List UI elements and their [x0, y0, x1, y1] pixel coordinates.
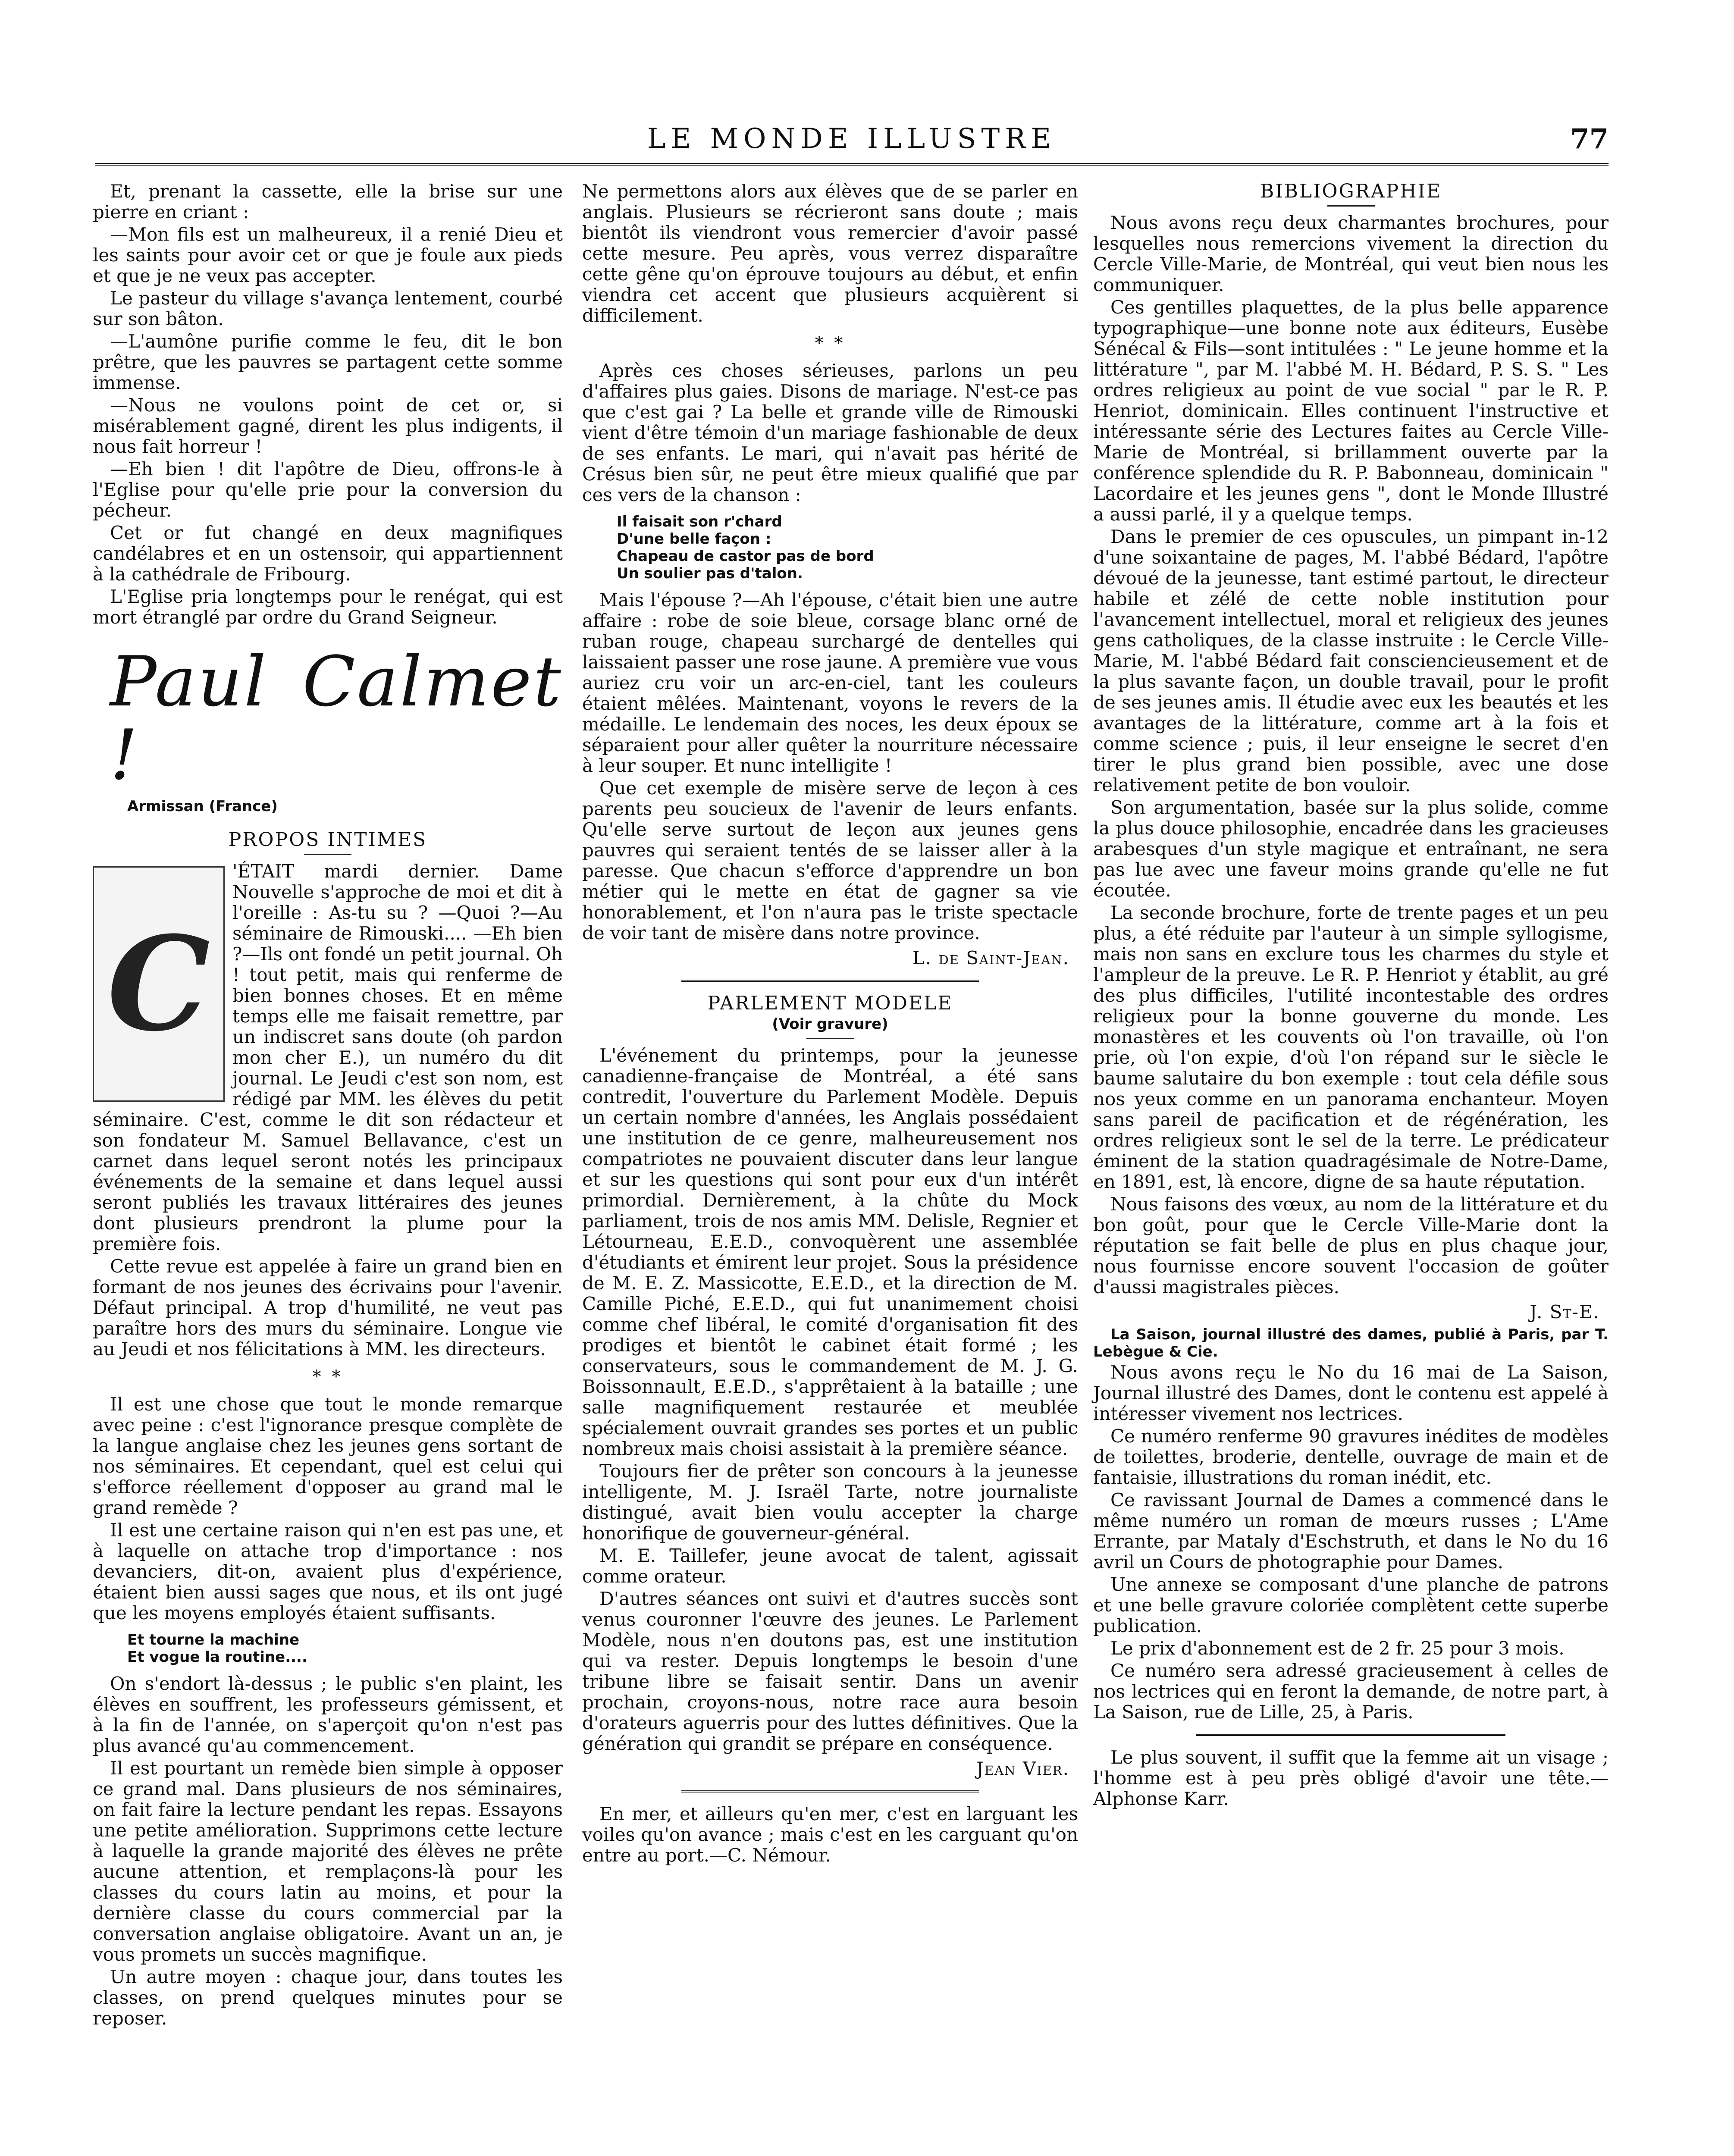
paragraph: —Mon fils est un malheureux, il a renié Dieu et les saints pour avoir cet or que je foule aux pieds et que je ne veux pas accepter.	[93, 224, 563, 286]
paragraph: L'événement du printemps, pour la jeunesse canadienne-française de Montréal, a été sans contredit, l'ouverture du Parlement Modèle. Depuis un certain nombre d'années, les Anglais possédaient une institution de ce genre, malheureusement nos compatriotes ne pouvaient discuter dans leur langue et sur les questions qui sont pour eux d'un intérêt primordial. Dernièrement, à la chûte du Mock parliament, trois de nos amis MM. Delisle, Regnier et Létourneau, E.E.D., convoquèrent une assemblée d'étudiants et émirent leur projet. Sous la présidence de M. E. Z. Massicotte, E.E.D., et la direction de M. Camille Piché, E.E.D., qui fut unanimement choisi comme chef libéral, le comité d'organisation fit des prodiges et bientôt le cabinet était formé ; les conservateurs, sous le commandement de M. J. G. Boissonnault, E.E.D., s'apprêtaient à la bataille ; une salle magnifiquement restaurée et meublée spécialement ouvrait grandes ses portes et un public nombreux mais choisi assistait à la première séance.	[582, 1045, 1078, 1459]
paragraph: Ce numéro sera adressé gracieusement à celles de nos lectrices qui en feront la demande, de notre part, à La Saison, rue de Lille, 25, à Paris.	[1093, 1660, 1609, 1723]
paragraph: D'autres séances ont suivi et d'autres succès sont venus couronner l'œuvre des jeunes. Le Parlement Modèle, nous n'en doutons pas, est une institution qui va rester. Depuis longtemps le besoin d'une tribune libre se faisait sentir. Dans un avenir prochain, croyons-nous, notre race aura besoin d'orateurs aguerris pour des luttes définitives. Que la génération qui grandit se prépare en conséquence.	[582, 1588, 1078, 1754]
section-separator	[1196, 1734, 1505, 1736]
paragraph: Le pasteur du village s'avança lentement, courbé sur son bâton.	[93, 288, 563, 329]
paragraph: Le prix d'abonnement est de 2 fr. 25 pour 3 mois.	[1110, 1638, 1565, 1659]
author-signature: L. de Saint-Jean.	[912, 947, 1069, 968]
verse-line: Et vogue la routine....	[127, 1648, 307, 1666]
heading-rule	[304, 854, 351, 855]
masthead	[95, 123, 1609, 162]
column-3	[1093, 181, 1609, 1811]
section-heading-bibliographie: BIBLIOGRAPHIE	[1260, 180, 1442, 202]
paragraph: L'Eglise pria longtemps pour le renégat, qui est mort étranglé par ordre du Grand Seigneur.	[93, 586, 563, 628]
author-signature: J. St-E.	[1530, 1301, 1600, 1322]
paragraph: Une annexe se composant d'une planche de patrons et une belle gravure coloriée complètent cette superbe publication.	[1093, 1574, 1609, 1636]
paragraph: Ce ravissant Journal de Dames a commencé dans le même numéro un roman de mœurs russes ; L'Ame Errante, par Mataly d'Eschstruth, et dans le No du 16 avril un Cours de photographie pour Dames.	[1093, 1489, 1609, 1573]
dropcap-letter: C	[107, 908, 210, 1060]
paragraph: —Nous ne voulons point de cet or, si misérablement gagné, dirent les plus indigents, il nous fait horreur !	[93, 395, 563, 457]
author-signature: Paul Calmet !	[110, 641, 563, 795]
paragraph: Nous avons reçu le No du 16 mai de La Saison, Journal illustré des Dames, dont le contenu est appelé à intéresser vivement nos lectrices.	[1093, 1362, 1609, 1424]
newspaper-title: LE MONDE ILLUSTRE	[647, 123, 1057, 155]
section-heading-propos: PROPOS INTIMES	[228, 829, 427, 851]
heading-rule	[806, 1038, 854, 1039]
paragraph: Il est pourtant un remède bien simple à opposer ce grand mal. Dans plusieurs de nos séminaires, on fait faire la lecture pendant les repas. Essayons une petite amélioration. Supprimons cette lecture à laquelle la grande majorité des élèves ne prête aucune attention, et remplaçons-là pour les classes du cours latin au moins, et pour la dernière classe du cours commercial par la conversation anglaise obligatoire. Avant un an, je vous promets un succès magnifique.	[93, 1758, 563, 1965]
section-separator	[681, 1790, 979, 1792]
ornamental-dropcap	[93, 866, 225, 1102]
page-number: 77	[1570, 123, 1609, 155]
paragraph: Dans le premier de ces opuscules, un pimpant in-12 d'une soixantaine de pages, M. l'abbé Bédard, l'apôtre dévoué de la jeunesse, tant estimé partout, le directeur habile et zélé de cette noble institution pour l'avancement intellectuel, moral et religieux des jeunes gens catholiques, de la classe instruite : le Cercle Ville-Marie, M. l'abbé Bédard fait consciencieusement et de la plus savante façon, un double travail, pour le profit de ses jeunes amis. Il étudie avec eux les beautés et les avantages de la littérature, comme art à la fois et comme science ; puis, il leur enseigne le secret d'en tirer le plus grand bien possible, avec une dose relativement petite de bon vouloir.	[1093, 526, 1609, 796]
quotation: En mer, et ailleurs qu'en mer, c'est en larguant les voiles qu'on avance ; mais c'est en les carguant qu'on entre au port.—C. Némour.	[582, 1803, 1078, 1866]
paragraph: Ne permettons alors aux élèves que de se parler en anglais. Plusieurs se récrieront sans doute ; mais bientôt ils viendront vous remercier d'avoir passé cette mesure. Peu après, vous verrez disparaître cette gêne qu'on éprouve toujours au début, et enfin viendra cet accent que plusieurs acquièrent si difficilement.	[582, 181, 1078, 326]
paragraph: —Eh bien ! dit l'apôtre de Dieu, offrons-le à l'Eglise pour qu'elle prie pour la conversion du pécheur.	[93, 458, 563, 521]
verse-line: Il faisait son r'chard	[617, 513, 782, 530]
paragraph: Après ces choses sérieuses, parlons un peu d'affaires plus gaies. Disons de mariage. N'est-ce pas que c'est gai ? La belle et grande ville de Rimouski vient d'être témoin d'un mariage fashionable de deux de ses enfants. Le mari, qui n'avait pas hérité de Crésus bien sûr, ne peut être mieux qualifié que par ces vers de la chanson :	[582, 360, 1078, 505]
paragraph: Toujours fier de prêter son concours à la jeunesse intelligente, M. J. Israël Tarte, notre journaliste distingué, avait bien voulu accepter la charge honorifique de gouverneur-général.	[582, 1460, 1078, 1544]
column-1	[93, 181, 563, 2031]
paragraph: —L'aumône purifie comme le feu, dit le bon prêtre, que les pauvres se partagent cette somme immense.	[93, 331, 563, 393]
section-separator	[681, 980, 979, 982]
review-heading: La Saison, journal illustré des dames, publié à Paris, par T. Lebègue & Cie.	[1093, 1326, 1609, 1360]
paragraph: Ce numéro renferme 90 gravures inédites de modèles de toilettes, broderie, dentelle, ouvrage de main et de fantaisie, illustrations du roman inédit, etc.	[1093, 1426, 1609, 1488]
header-rule	[95, 163, 1609, 166]
paragraph: Cette revue est appelée à faire un grand bien en formant de nos jeunes des écrivains pour l'avenir. Défaut principal. A trop d'humilité, ne veut pas paraître hors des murs du séminaire. Longue vie au Jeudi et nos félicitations à MM. les directeurs.	[93, 1256, 563, 1360]
asterism: * *	[815, 333, 846, 353]
column-2	[582, 181, 1078, 1868]
verse-line: Un soulier pas d'talon.	[617, 565, 803, 582]
verse-line: Chapeau de castor pas de bord	[617, 548, 874, 565]
paragraph: Ces gentilles plaquettes, de la plus belle apparence typographique—une bonne note aux éditeurs, Eusèbe Sénécal & Fils—sont intitulées : " Le jeune homme et la littérature ", par M. l'abbé M. H. Bédard, P. S. S. " Les ordres religieux au point de vue social " par le R. P. Henriot, dominicain. Elles continuent l'instructive et intéressante série des Lectures faites au Cercle Ville-Marie de Montréal, si brillamment ouverte par la conférence splendide du R. P. Babonneau, dominicain " Lacordaire et les jeunes gens ", dont le Monde Illustré a aussi parlé, il y a quelque temps.	[1093, 297, 1609, 525]
verse-line: Et tourne la machine	[127, 1631, 300, 1648]
section-heading-parlement: PARLEMENT MODELE	[707, 992, 953, 1014]
author-signature: Jean Vier.	[976, 1758, 1069, 1779]
quotation: Le plus souvent, il suffit que la femme ait un visage ; l'homme est à peu près obligé d'avoir une tête.—Alphonse Karr.	[1093, 1747, 1609, 1809]
verse-line: D'une belle façon :	[617, 530, 771, 548]
paragraph: Cet or fut changé en deux magnifiques candélabres et en un ostensoir, qui appartiennent à la cathédrale de Fribourg.	[93, 522, 563, 585]
paragraph: 'ÉTAIT mardi dernier. Dame Nouvelle s'approche de moi et dit à l'oreille : As-tu su ? —Quoi ?—Au séminaire de Rimouski.... —Eh bien ?—Ils ont fondé un petit journal. Oh ! tout petit, mais qui renferme de bien bonnes choses. Et en même temps elle me faisait remettre, par un indiscret sans doute (oh pardon mon cher E.), un numéro du dit journal. Le Jeudi c'est son nom, est rédigé par MM. les élèves du petit séminaire. C'est, comme le dit son rédacteur et son fondateur M. Samuel Bellavance, c'est un carnet dans lequel seront notés les principaux événements de la semaine et dans lequel aussi seront publiés les travaux littéraires des jeunes dont plusieurs prendront la plume pour la première fois.	[93, 861, 563, 1254]
paragraph: M. E. Taillefer, jeune avocat de talent, agissait comme orateur.	[582, 1545, 1078, 1587]
paragraph: On s'endort là-dessus ; le public s'en plaint, les élèves en souffrent, les professeurs gémissent, et à la fin de l'année, on s'aperçoit qu'on n'est pas plus avancé qu'au commencement.	[93, 1673, 563, 1756]
section-subheading: (Voir gravure)	[772, 1015, 888, 1033]
asterism: * *	[312, 1367, 343, 1387]
author-place: Armissan (France)	[127, 798, 278, 815]
paragraph: Nous avons reçu deux charmantes brochures, pour lesquelles nous remercions vivement la direction du Cercle Ville-Marie, de Montréal, qui veut bien nous les communiquer.	[1093, 212, 1609, 295]
chanson-verse	[617, 513, 1078, 582]
paragraph: Un autre moyen : chaque jour, dans toutes les classes, on prend quelques minutes pour se reposer.	[93, 1966, 563, 2029]
paragraph: Il est une certaine raison qui n'en est pas une, et à laquelle on attache trop d'importance : nos devanciers, dit-on, avaient plus d'expérience, étaient bien aussi sages que nous, et ils ont jugé que les moyens employés étaient suffisants.	[93, 1520, 563, 1623]
paragraph: Que cet exemple de misère serve de leçon à ces parents peu soucieux de l'avenir de leurs enfants. Qu'elle serve surtout de leçon aux jeunes gens pauvres qui seraient tentés de se laisser aller à la paresse. Que chacun s'efforce d'apprendre un bon métier qui le mette en état de gagner sa vie honorablement, et l'on n'aura pas le triste spectacle de voir tant de misère dans notre province.	[582, 777, 1078, 943]
heading-rule	[1327, 205, 1375, 207]
paragraph: Nous faisons des vœux, au nom de la littérature et du bon goût, pour que le Cercle Ville-Marie dont la réputation se fait belle de plus en plus chaque jour, nous fournisse encore souvent l'occasion de goûter d'aussi magistrales pièces.	[1093, 1194, 1609, 1297]
paragraph: Et, prenant la cassette, elle la brise sur une pierre en criant :	[93, 181, 563, 222]
paragraph: Mais l'épouse ?—Ah l'épouse, c'était bien une autre affaire : robe de soie bleue, corsage blanc orné de ruban rouge, chapeau surchargé de dentelles qui laissaient passer une rose jaune. A première vue vous auriez cru voir un arc-en-ciel, tant les couleurs étaient mêlées. Maintenant, voyons le revers de la médaille. Le lendemain des noces, les deux époux se séparaient pour aller quêter la nourriture nécessaire à leur souper. Et nunc intelligite !	[582, 589, 1078, 776]
verse	[127, 1631, 563, 1666]
paragraph: La seconde brochure, forte de trente pages et un peu plus, a été réduite par l'auteur à un simple syllogisme, mais non sans en exclure tous les charmes du style et l'ampleur de la preuve. Le R. P. Henriot y établit, au gré des plus difficiles, l'utilité incontestable des ordres religieux pour la bonne gouverne du monde. Les monastères et les couvents où l'on travaille, où l'on prie, où l'on expie, d'où l'on répand sur le siècle le baume salutaire du bon exemple : tout cela défile sous nos yeux comme en un panorama enchanteur. Moyen sans pareil de pacification et de régénération, les ordres religieux sont le sel de la terre. Le prédicateur éminent de la station quadragésimale de Notre-Dame, en 1891, est, là encore, digne de sa haute réputation.	[1093, 902, 1609, 1192]
paragraph: Il est une chose que tout le monde remarque avec peine : c'est l'ignorance presque complète de la langue anglaise chez les jeunes gens sortant de nos séminaires. Et cependant, quel est celui qui s'efforce réellement d'opposer au grand mal le grand remède ?	[93, 1394, 563, 1518]
paragraph: Son argumentation, basée sur la plus solide, comme la plus douce philosophie, encadrée dans les gracieuses arabesques d'un style magique et entraînant, ne sera pas lue avec une faveur moins grande qu'elle ne fut écoutée.	[1093, 797, 1609, 901]
